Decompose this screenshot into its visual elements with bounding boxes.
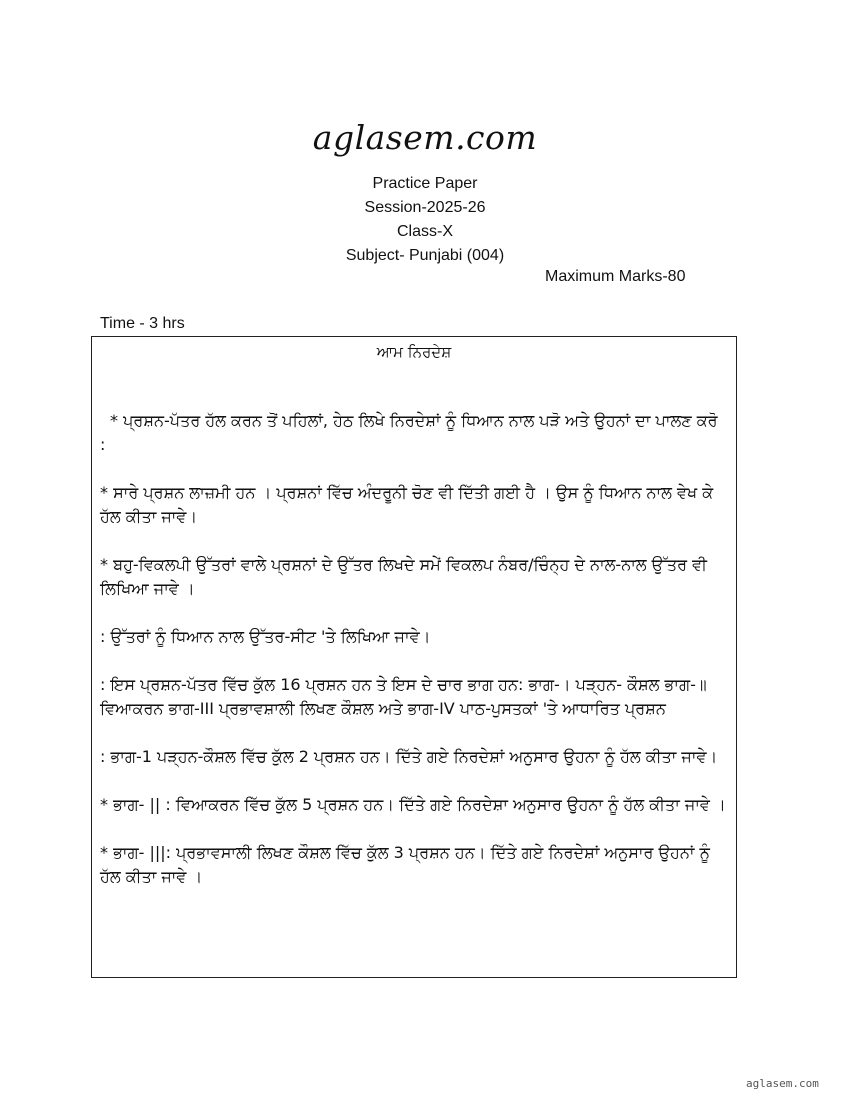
session: Session-2025-26 [364,199,486,216]
paper-type: Practice Paper [372,175,478,192]
instruction-item: : ਭਾਗ-1 ਪੜ੍ਹਨ-ਕੌਸ਼ਲ ਵਿੱਚ ਕੁੱਲ 2 ਪ੍ਰਸ਼ਨ ਹਨ। ਦਿੱਤੇ ਗਏ ਨਿਰਦੇਸ਼ਾਂ ਅਨੁਸਾਰ ਉਹਨਾ ਨੂੰ ਹੱਲ ਕੀਤਾ ਜਾਵੇ। [100,747,718,766]
instruction-item: * ਭਾਗ- |||: ਪ੍ਰਭਾਵਸਾਲੀ ਲਿਖਣ ਕੌਸ਼ਲ ਵਿੱਚ ਕੁੱਲ 3 ਪ੍ਰਸ਼ਨ ਹਨ। ਦਿੱਤੇ ਗਏ ਨਿਰਦੇਸ਼ਾਂ ਅਨੁਸਾਰ ਉਹਨਾਂ ਨੂੰ ਹੱਲ ਕੀਤਾ ਜਾਵੇ । [100,843,710,886]
time-allowed: Time - 3 hrs [100,315,185,332]
instruction-item: * ਬਹੁ-ਵਿਕਲਪੀ ਉੱਤਰਾਂ ਵਾਲੇ ਪ੍ਰਸ਼ਨਾਂ ਦੇ ਉੱਤਰ ਲਿਖਦੇ ਸਮੇਂ ਵਿਕਲਪ ਨੰਬਰ/ਚਿੰਨ੍ਹ ਦੇ ਨਾਲ-ਨਾਲ ਉੱਤਰ ਵੀ ਲਿਖਿਆ ਜਾਵੇ । [100,555,707,598]
instruction-item: * ਸਾਰੇ ਪ੍ਰਸ਼ਨ ਲਾਜ਼ਮੀ ਹਨ । ਪ੍ਰਸ਼ਨਾਂ ਵਿੱਚ ਅੰਦਰੂਨੀ ਚੋਣ ਵੀ ਦਿੱਤੀ ਗਈ ਹੈ । ਉਸ ਨੂੰ ਧਿਆਨ ਨਾਲ ਵੇਖ ਕੇ ਹੱਲ ਕੀਤਾ ਜਾਵੇ। [100,483,714,526]
instruction-item: : ਇਸ ਪ੍ਰਸ਼ਨ-ਪੱਤਰ ਵਿੱਚ ਕੁੱਲ 16 ਪ੍ਰਸ਼ਨ ਹਨ ਤੇ ਇਸ ਦੇ ਚਾਰ ਭਾਗ ਹਨ: ਭਾਗ-। ਪੜ੍ਹਨ- ਕੌਸ਼ਲ ਭਾਗ-॥ ਵਿਆਕਰਨ ਭਾਗ-III ਪ੍ਰਭਾਵਸ਼ਾਲੀ ਲਿਖਣ ਕੌਸ਼ਲ ਅਤੇ ਭਾਗ-IV ਪਾਠ-ਪੁਸਤਕਾਂ 'ਤੇ ਆਧਾਰਿਤ ਪ੍ਰਸ਼ਨ [100,675,707,718]
site-logo: aglasem.com [312,118,538,157]
footer-watermark: aglasem.com [746,1077,819,1090]
paper-header [0,172,850,268]
instruction-item: * ਪ੍ਰਸ਼ਨ-ਪੱਤਰ ਹੱਲ ਕਰਨ ਤੋਂ ਪਹਿਲਾਂ, ਹੇਠ ਲਿਖੇ ਨਿਰਦੇਸ਼ਾਂ ਨੂੰ ਧਿਆਨ ਨਾਲ ਪੜੋ ਅਤੇ ਉਹਨਾਂ ਦਾ ਪਾਲਣ ਕਰੋ : [100,411,718,454]
instruction-item: * ਭਾਗ- || : ਵਿਆਕਰਨ ਵਿੱਚ ਕੁੱਲ 5 ਪ੍ਰਸ਼ਨ ਹਨ। ਦਿੱਤੇ ਗਏ ਨਿਰਦੇਸ਼ਾ ਅਨੁਸਾਰ ਉਹਨਾ ਨੂੰ ਹੱਲ ਕੀਤਾ ਜਾਵੇ । [100,795,726,814]
instruction-item: : ਉੱਤਰਾਂ ਨੂੰ ਧਿਆਨ ਨਾਲ ਉੱਤਰ-ਸੀਟ 'ਤੇ ਲਿਖਿਆ ਜਾਵੇ। [100,627,431,646]
class-label: Class-X [396,223,453,240]
subject-label: Subject- Punjabi (004) [345,247,505,264]
instructions-title: ਆਮ ਨਿਰਦੇਸ਼ [376,343,452,361]
instructions-list [100,409,728,913]
general-instructions-box [91,336,737,978]
maximum-marks: Maximum Marks-80 [545,268,686,285]
